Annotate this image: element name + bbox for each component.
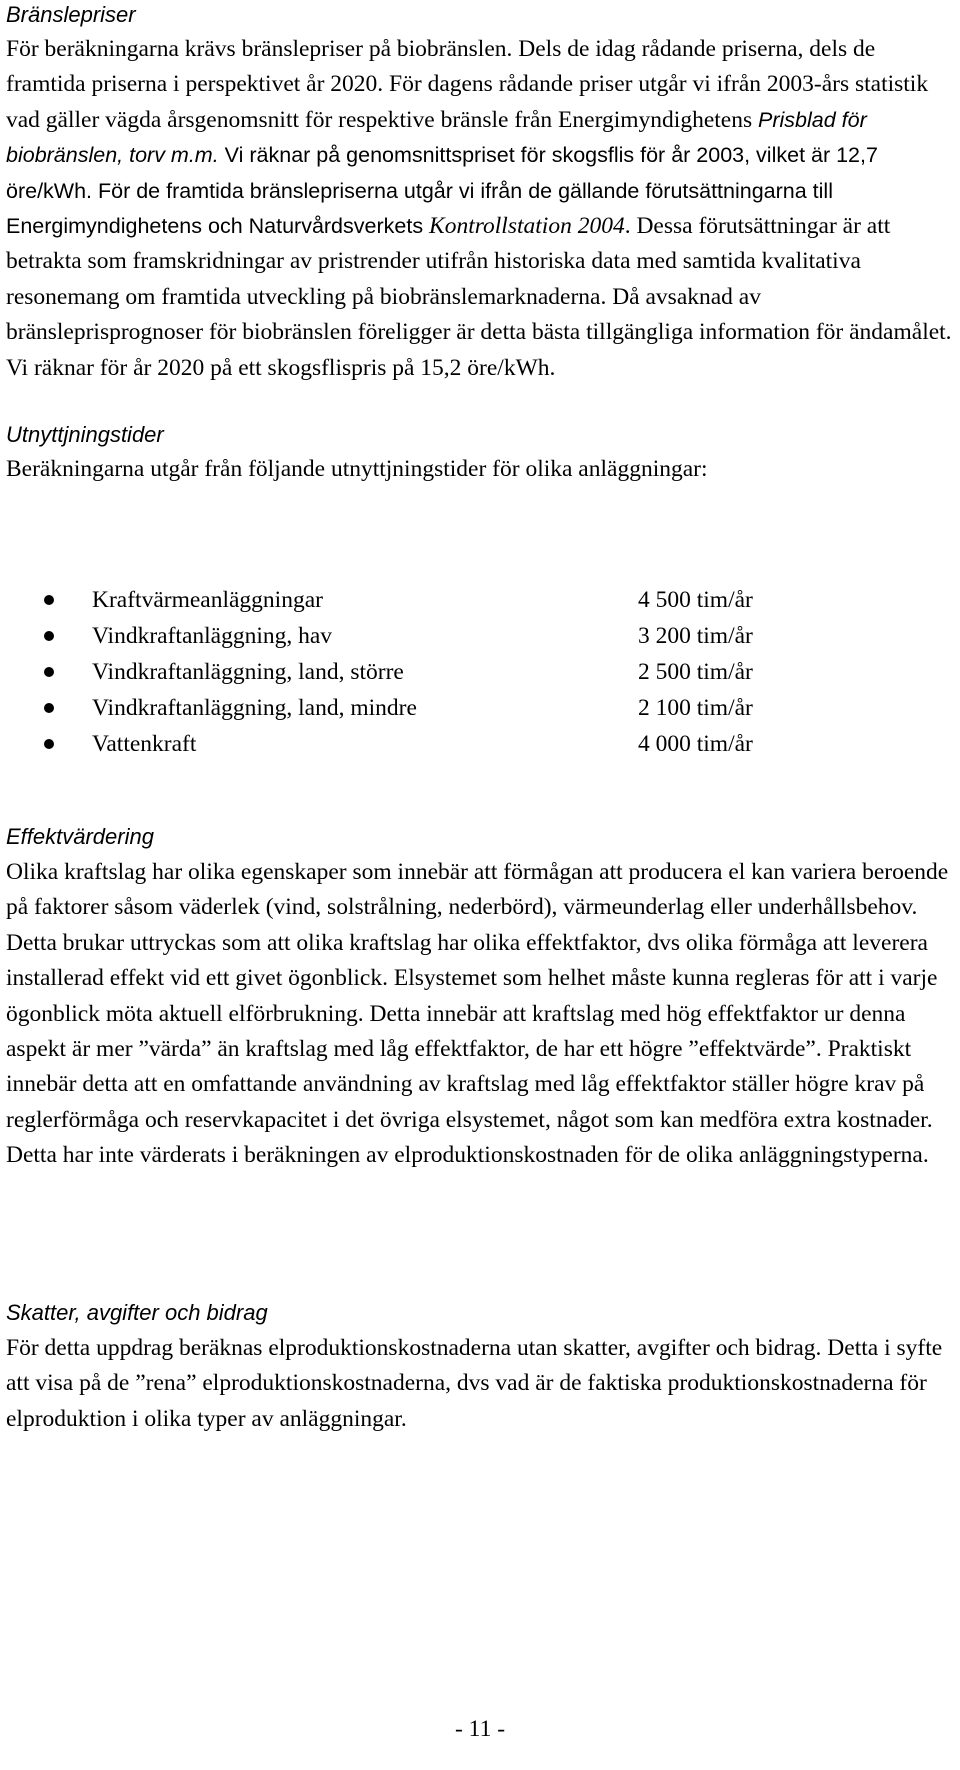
list-item-value: 2 500 tim/år — [638, 659, 753, 685]
list-item-name: Vindkraftanläggning, land, större — [92, 659, 404, 685]
list-item — [0, 654, 960, 690]
list-item — [0, 690, 960, 726]
bullet-icon — [44, 631, 54, 641]
fuel-prices-source-title: Prisblad för biobränslen, torv m.m. — [6, 107, 867, 168]
heading-fuel-prices: Bränslepriser — [6, 2, 136, 27]
fuel-prices-report-title: Kontrollstation 2004 — [429, 213, 625, 240]
list-item-value: 4 000 tim/år — [638, 731, 753, 757]
list-item-name: Vindkraftanläggning, land, mindre — [92, 695, 417, 721]
paragraph-utilization-intro: Beräkningarna utgår från följande utnyttjningstider för olika anläggningar: — [6, 456, 708, 482]
paragraph-fuel-prices — [6, 32, 956, 386]
utilization-list — [0, 582, 960, 762]
fuel-prices-text-b: Vi räknar på genomsnittspriset för skogsflis för år 2003, vilket är 12,7 öre/kWh. — [6, 143, 878, 203]
paragraph-capacity-value: Olika kraftslag har olika egenskaper som innebär att förmågan att producera el kan variera beroende på faktorer såsom väderlek (vind, solstrålning, nederbörd), värmeunderlag eller underhållsbehov. Detta brukar uttryckas som att olika kraftslag har olika effektfaktor, dvs olika förmåga att leverera installerad effekt vid ett givet ögonblick. Elsystemet som helhet måste kunna regleras för att i varje ögonblick möta aktuell elförbrukning. Detta innebär att kraftslag med hög effektfaktor ur denna aspekt är mer ”värda” än kraftslag med låg effektfaktor, de har ett högre ”effektvärde”. Praktiskt innebär detta att en omfattande användning av kraftslag med låg effektfaktor ställer högre krav på reglerförmåga och reservkapacitet i det övriga elsystemet, något som kan medföra extra kostnader. Detta har inte värderats i beräkningen av elproduktionskostnaden för de olika anläggningstyperna. — [6, 859, 949, 1169]
heading-taxes: Skatter, avgifter och bidrag — [6, 1300, 268, 1325]
list-item — [0, 726, 960, 762]
list-item-name: Kraftvärmeanläggningar — [92, 587, 323, 613]
list-item-name: Vindkraftanläggning, hav — [92, 623, 333, 649]
bullet-icon — [44, 739, 54, 749]
bullet-icon — [44, 667, 54, 677]
list-item-value: 3 200 tim/år — [638, 623, 753, 649]
fuel-prices-text-d: . Dessa förutsättningar är att betrakta som framskridningar av pristrender utifrån historiska data med samtida kvalitativa resonemang om framtida utveckling på biobränslemarknaderna. Då avsaknad av bränsleprisprognoser för biobränslen föreligger är detta bästa tillgängliga information för ändamålet. Vi räknar för år 2020 på ett skogsflispris på 15,2 öre/kWh. — [6, 213, 952, 381]
bullet-icon — [44, 703, 54, 713]
list-item — [0, 618, 960, 654]
fuel-prices-text-c: För de framtida bränslepriserna utgår vi ifrån de gällande förutsättningarna till Energimyndighetens och Naturvårdsverkets — [6, 178, 833, 239]
list-item-value: 4 500 tim/år — [638, 587, 753, 613]
page-number: - 11 - — [454, 1716, 506, 1742]
fuel-prices-text-a: För beräkningarna krävs bränslepriser på biobränslen. Dels de idag rådande priserna, dels de framtida priserna i perspektivet år 2020. För dagens rådande priser utgår vi ifrån 2003-års statistik vad gäller vägda årsgenomsnitt för respektive bränsle från Energimyndighetens — [6, 36, 929, 133]
heading-utilization: Utnyttjningstider — [6, 422, 164, 447]
list-item-value: 2 100 tim/år — [638, 695, 753, 721]
heading-capacity-value: Effektvärdering — [6, 824, 154, 849]
list-item — [0, 582, 960, 618]
bullet-icon — [44, 595, 54, 605]
list-item-name: Vattenkraft — [92, 731, 197, 757]
paragraph-taxes: För detta uppdrag beräknas elproduktionskostnaderna utan skatter, avgifter och bidrag. Detta i syfte att visa på de ”rena” elproduktionskostnaderna, dvs vad är de faktiska produktionskostnaderna för elproduktion i olika typer av anläggningar. — [6, 1335, 943, 1432]
